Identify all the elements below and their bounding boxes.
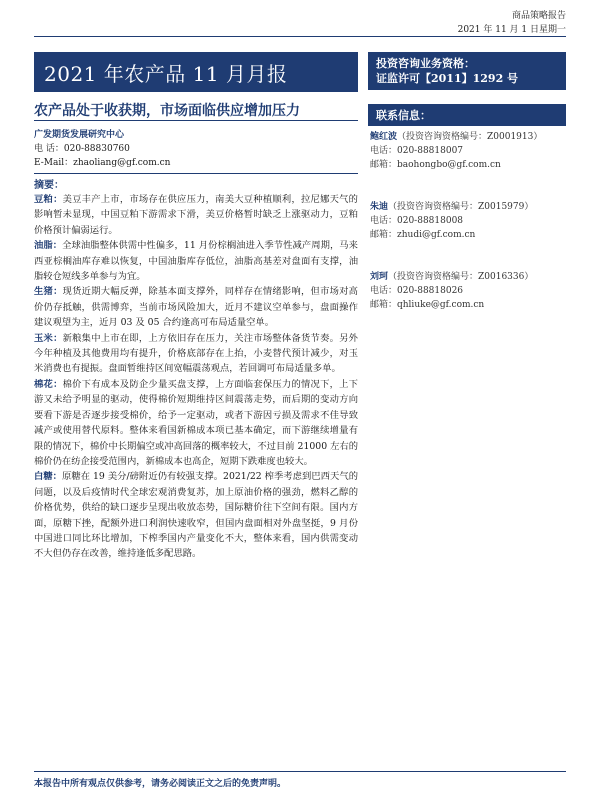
abstract-paragraph: [34, 331, 358, 377]
license-label: 投资咨询业务资格：: [376, 57, 475, 70]
license-number: 证监许可【2011】1292 号: [376, 72, 519, 85]
contact-email: 邮箱：qhliuke@gf.com.cn: [370, 300, 485, 310]
footer-divider: [34, 771, 566, 772]
disclaimer-footer: 本报告中所有观点仅供参考，请务必阅读正文之后的免责声明。: [34, 779, 287, 789]
paragraph-label: 油脂：: [34, 240, 63, 252]
header-divider: [34, 36, 566, 37]
contact-header: 联系信息：: [368, 104, 566, 126]
paragraph-text: 美豆丰产上市，市场存在供应压力，南美大豆种植顺利，拉尼娜天气的影响暂未显现，中国豆粕下游需求下滑，美豆价格暂时缺乏上涨驱动力，豆粕价格预计偏弱运行。: [34, 194, 358, 236]
organization-divider: [34, 173, 358, 174]
report-title: 2021 年农产品 11 月月报: [44, 61, 288, 86]
contact-name: 朱迪: [370, 202, 389, 212]
organization-phone: 电 话：020-88830760: [34, 144, 130, 154]
paragraph-text: 棉价下有成本及防企少量买盘支撑，上方面临套保压力的情况下，上下游又未给予明显的驱动，使得棉价短期维持区间震荡走势，而后期的变动方向要看下游是否逐步接受棉价，给予一定驱动，或者下游因亏损及需求不佳导致减产或使用替代原料。整体来看国新棉成本项已基本确定，而下游继续增量有限的情况下，棉价中长期偏空或冲高回落的概率较大，不过目前 21000 左右的棉价仍在纺企接受范围内，新棉成本也高企，短期下跌难度也较大。: [34, 378, 358, 467]
report-subtitle: 农产品处于收获期，市场面临供应增加压力: [34, 103, 300, 119]
contact-phone: 电话：020-88818007: [370, 146, 464, 156]
contact-qualification: （投资咨询资格编号：Z0016336）: [388, 272, 534, 282]
paragraph-text: 现货近期大幅反弹，除基本面支撑外，同样存在情绪影响，但市场对高价仍存抵触，供需博弈，当前市场风险加大，近月不建议空单参与，盘面操作建议观望为主，近月 03 及 05 合约逢高可布局适量空单。: [34, 286, 358, 329]
abstract-paragraph: [34, 377, 358, 469]
sidebar: [368, 52, 566, 312]
contact-phone: 电话：020-88818008: [370, 216, 464, 226]
paragraph-text: 全球油脂整体供需中性偏多，11 月份棕榈油进入季节性减产周期，马来西亚棕榈油库存难以恢复，中国油脂库存低位，油脂高基差对盘面有支撑，油脂较仓短线多单参与为宜。: [34, 240, 358, 283]
paragraph-label: 玉米：: [34, 332, 63, 344]
abstract-paragraph: [34, 469, 358, 561]
organization-name: 广发期货发展研究中心: [34, 130, 125, 140]
contact-name: 刘珂: [370, 272, 389, 282]
paragraph-label: 豆粕：: [34, 194, 63, 205]
license-box: [368, 52, 566, 90]
subtitle-divider: [34, 120, 358, 121]
paragraph-label: 白糖：: [34, 471, 63, 483]
contact-name: 鲍红波: [370, 132, 398, 142]
organization-email: E-Mail：zhaoliang@gf.com.cn: [34, 158, 171, 168]
contact-phone: 电话：020-88818026: [370, 286, 464, 296]
report-title-bar: [34, 52, 358, 92]
abstract-label: 摘要：: [34, 180, 64, 191]
contact-email: 邮箱：zhudi@gf.com.cn: [370, 230, 476, 240]
paragraph-text: 新粮集中上市在即，上方依旧存在压力，关注市场整体备货节奏。另外今年种植及其他费用均有提升，价格底部存在上抬，小麦替代预计减少，对玉米消费也有提振。盘面暂维持区间宽幅震荡观点，若回调可布局适量多单。: [34, 332, 358, 375]
report-category: 商品策略报告: [511, 11, 566, 21]
contact-qualification: （投资咨询资格编号：Z0001913）: [397, 132, 543, 142]
contact-card: [370, 200, 566, 242]
paragraph-text: 原糖在 19 美分/磅附近仍有较强支撑。2021/22 榨季考虑到巴西天气的问题，以及后疫情时代全球宏观消费复苏，加上原油价格的强劲，燃料乙醇的价格优势，供给的缺口逐步呈现出收放态势，国际糖价往下空间有限。国内方面，原糖下挫，配额外进口利润快速收窄，但国内盘面相对外盘坚挺，9 月份中国进口同比环比增加，下榨季国内产量变化不大，整体来看，国内供需变动不大但仍存在改善，维持逢低多配思路。: [34, 471, 358, 560]
paragraph-label: 生猪：: [34, 286, 63, 298]
abstract-paragraph: [34, 284, 358, 330]
organization-info: [34, 128, 170, 170]
paragraph-label: 棉花：: [34, 378, 63, 390]
contact-card: [370, 130, 566, 172]
contact-email: 邮箱：baohongbo@gf.com.cn: [370, 160, 501, 170]
report-date: 2021 年 11 月 1 日星期一: [457, 25, 566, 35]
contact-qualification: （投资咨询资格编号：Z0015979）: [388, 202, 534, 212]
abstract-paragraph: [34, 192, 358, 238]
abstract-paragraph: [34, 238, 358, 284]
abstract-body: [34, 192, 358, 562]
contact-card: [370, 270, 566, 312]
